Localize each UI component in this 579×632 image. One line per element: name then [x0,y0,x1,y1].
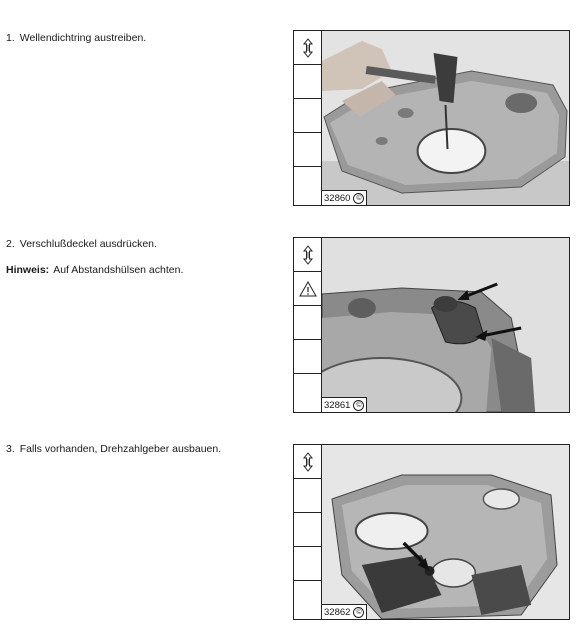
icon-cell [294,479,321,513]
icon-cell [294,581,321,619]
photo-cover-plate [322,238,569,412]
icon-cell [294,306,321,340]
icon-cell [294,513,321,547]
icon-cell [294,65,321,99]
note [6,264,183,277]
note-text: Auf Abstandshülsen achten. [53,264,184,276]
figure-panel-1 [293,30,570,206]
icon-strip [294,238,322,412]
up-down-arrow-icon [302,245,314,265]
step-number: 1. [6,32,15,44]
icon-cell [294,374,321,412]
icon-cell [294,272,321,306]
icon-cell [294,238,321,272]
figure-number: 32860 [324,192,351,204]
step-number: 2. [6,238,15,250]
icon-strip [294,445,322,619]
icon-cell [294,167,321,205]
step-number: 3. [6,443,15,455]
step-text: Falls vorhanden, Drehzahlgeber ausbauen. [19,443,222,455]
figure-caption [322,397,367,412]
step-text: Verschlußdeckel ausdrücken. [19,238,157,250]
step-text: Wellendichtring austreiben. [19,32,147,44]
step-2 [6,238,157,251]
icon-cell [294,31,321,65]
icon-strip [294,31,322,205]
step-1 [6,32,146,45]
photo-speed-sensor [322,445,569,619]
copyright-icon: © [353,193,364,204]
icon-cell [294,340,321,374]
up-down-arrow-icon [302,38,314,58]
figure-panel-2 [293,237,570,413]
icon-cell [294,99,321,133]
note-label: Hinweis: [6,264,50,276]
figure-caption [322,604,367,619]
icon-cell [294,445,321,479]
step-3 [6,443,221,456]
figure-number: 32862 [324,606,351,618]
copyright-icon: © [353,400,364,411]
copyright-icon: © [353,607,364,618]
figure-panel-3 [293,444,570,620]
icon-cell [294,547,321,581]
figure-number: 32861 [324,399,351,411]
warning-triangle-icon [299,281,317,297]
figure-caption [322,190,367,205]
icon-cell [294,133,321,167]
up-down-arrow-icon [302,452,314,472]
photo-housing-hammer [322,31,569,205]
